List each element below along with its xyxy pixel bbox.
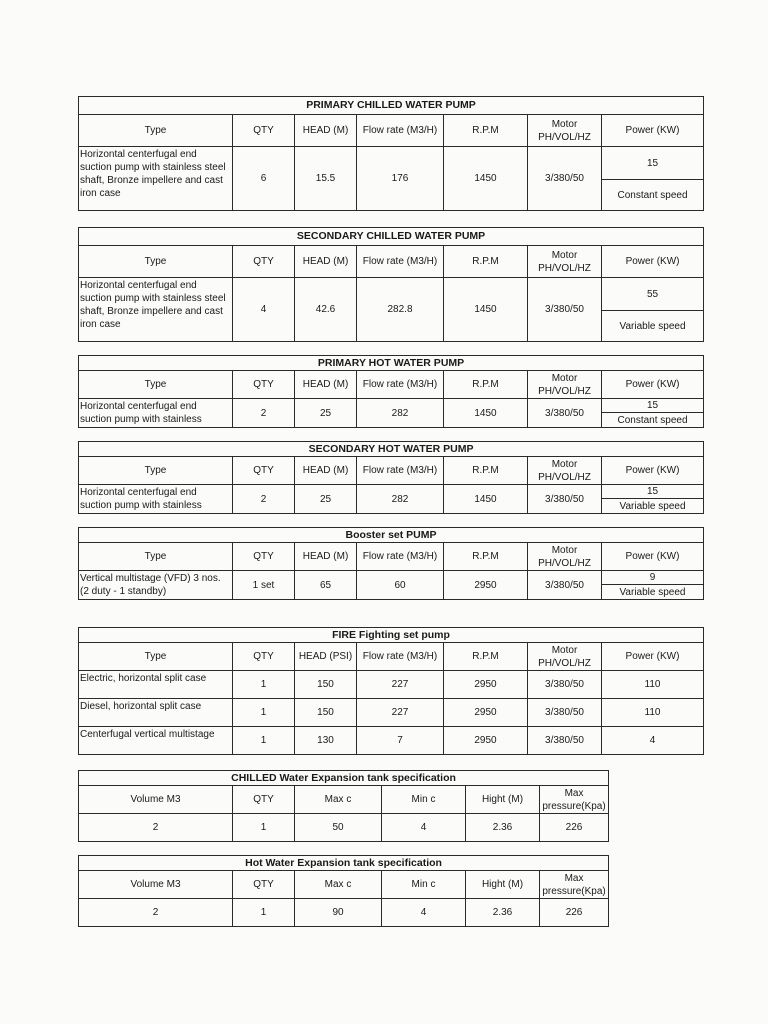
rpm-value: 2950	[444, 727, 528, 755]
header-max-c: Max c	[295, 871, 382, 899]
header-power: Power (KW)	[602, 371, 704, 399]
type-value: Centerfugal vertical multistage	[79, 727, 233, 755]
secondary-chilled-water-pump-table	[78, 227, 704, 342]
volume-value: 2	[79, 899, 233, 927]
hight-value: 2.36	[466, 814, 540, 842]
head-value: 25	[295, 399, 357, 428]
type-value: Electric, horizontal split case	[79, 671, 233, 699]
power-cell	[602, 147, 704, 211]
flow-value: 60	[357, 571, 444, 600]
power-value: 9	[602, 571, 703, 585]
qty-value: 2	[233, 485, 295, 514]
max-pressure-value: 226	[540, 814, 609, 842]
header-type: Type	[79, 457, 233, 485]
header-qty: QTY	[233, 786, 295, 814]
header-hight: Hight (M)	[466, 871, 540, 899]
header-hight: Hight (M)	[466, 786, 540, 814]
header-head: HEAD (PSI)	[295, 643, 357, 671]
motor-value: 3/380/50	[528, 699, 602, 727]
header-max-pressure: Max pressure(Kpa)	[540, 871, 609, 899]
rpm-value: 1450	[444, 278, 528, 342]
table-row	[79, 727, 704, 755]
header-rpm: R.P.M	[444, 457, 528, 485]
header-flow: Flow rate (M3/H)	[357, 371, 444, 399]
header-qty: QTY	[233, 871, 295, 899]
motor-value: 3/380/50	[528, 399, 602, 428]
type-value: Horizontal centerfugal end suction pump with stainless steel shaft, Bronze impellere and cast iron case	[79, 278, 233, 342]
power-value: 15	[602, 399, 703, 413]
header-qty: QTY	[233, 457, 295, 485]
header-head: HEAD (M)	[295, 543, 357, 571]
header-qty: QTY	[233, 643, 295, 671]
header-max-c: Max c	[295, 786, 382, 814]
qty-value: 1 set	[233, 571, 295, 600]
header-motor: Motor PH/VOL/HZ	[528, 643, 602, 671]
motor-value: 3/380/50	[528, 571, 602, 600]
header-qty: QTY	[233, 115, 295, 147]
speed-value: Constant speed	[617, 414, 688, 426]
motor-value: 3/380/50	[528, 671, 602, 699]
min-c-value: 4	[382, 899, 466, 927]
header-rpm: R.P.M	[444, 115, 528, 147]
power-cell	[602, 278, 704, 342]
head-value: 150	[295, 671, 357, 699]
motor-value: 3/380/50	[528, 727, 602, 755]
table-row	[79, 671, 704, 699]
header-flow: Flow rate (M3/H)	[357, 246, 444, 278]
power-value: 4	[602, 727, 704, 755]
head-value: 150	[295, 699, 357, 727]
primary-hot-water-pump-table	[78, 355, 704, 428]
header-motor: Motor PH/VOL/HZ	[528, 371, 602, 399]
head-value: 25	[295, 485, 357, 514]
table-title: FIRE Fighting set pump	[79, 628, 704, 643]
header-flow: Flow rate (M3/H)	[357, 543, 444, 571]
rpm-value: 1450	[444, 147, 528, 211]
flow-value: 7	[357, 727, 444, 755]
min-c-value: 4	[382, 814, 466, 842]
chilled-water-expansion-tank-table	[78, 770, 609, 842]
qty-value: 1	[233, 899, 295, 927]
rpm-value: 2950	[444, 671, 528, 699]
table-title: SECONDARY CHILLED WATER PUMP	[79, 228, 704, 246]
rpm-value: 2950	[444, 699, 528, 727]
rpm-value: 1450	[444, 399, 528, 428]
qty-value: 6	[233, 147, 295, 211]
type-value: Diesel, horizontal split case	[79, 699, 233, 727]
header-power: Power (KW)	[602, 543, 704, 571]
header-qty: QTY	[233, 246, 295, 278]
header-power: Power (KW)	[602, 457, 704, 485]
speed-value: Variable speed	[619, 500, 686, 512]
header-type: Type	[79, 371, 233, 399]
table-row	[79, 699, 704, 727]
type-value: Vertical multistage (VFD) 3 nos. (2 duty - 1 standby)	[79, 571, 233, 600]
hot-water-expansion-tank-table	[78, 855, 609, 927]
table-title: PRIMARY HOT WATER PUMP	[79, 356, 704, 371]
header-flow: Flow rate (M3/H)	[357, 115, 444, 147]
qty-value: 1	[233, 814, 295, 842]
header-power: Power (KW)	[602, 115, 704, 147]
header-head: HEAD (M)	[295, 371, 357, 399]
speed-value: Constant speed	[617, 189, 688, 201]
header-volume: Volume M3	[79, 786, 233, 814]
header-volume: Volume M3	[79, 871, 233, 899]
header-qty: QTY	[233, 543, 295, 571]
power-cell	[602, 571, 704, 600]
power-value: 15	[602, 147, 703, 180]
header-rpm: R.P.M	[444, 246, 528, 278]
header-type: Type	[79, 115, 233, 147]
booster-set-pump-table	[78, 527, 704, 600]
qty-value: 1	[233, 671, 295, 699]
header-max-pressure: Max pressure(Kpa)	[540, 786, 609, 814]
header-motor: Motor PH/VOL/HZ	[528, 115, 602, 147]
power-cell	[602, 485, 704, 514]
table-title: Booster set PUMP	[79, 528, 704, 543]
qty-value: 2	[233, 399, 295, 428]
header-motor: Motor PH/VOL/HZ	[528, 457, 602, 485]
flow-value: 176	[357, 147, 444, 211]
header-motor: Motor PH/VOL/HZ	[528, 246, 602, 278]
max-c-value: 90	[295, 899, 382, 927]
type-value: Horizontal centerfugal end suction pump with stainless steel shaft, Bronze impellere and cast iron case	[79, 147, 233, 211]
header-type: Type	[79, 643, 233, 671]
max-pressure-value: 226	[540, 899, 609, 927]
header-type: Type	[79, 543, 233, 571]
header-motor: Motor PH/VOL/HZ	[528, 543, 602, 571]
header-rpm: R.P.M	[444, 543, 528, 571]
flow-value: 282	[357, 399, 444, 428]
rpm-value: 2950	[444, 571, 528, 600]
header-power: Power (KW)	[602, 246, 704, 278]
header-rpm: R.P.M	[444, 371, 528, 399]
head-value: 42.6	[295, 278, 357, 342]
flow-value: 227	[357, 699, 444, 727]
head-value: 15.5	[295, 147, 357, 211]
header-flow: Flow rate (M3/H)	[357, 643, 444, 671]
flow-value: 282	[357, 485, 444, 514]
head-value: 130	[295, 727, 357, 755]
power-value: 55	[602, 278, 703, 311]
flow-value: 282.8	[357, 278, 444, 342]
motor-value: 3/380/50	[528, 147, 602, 211]
header-power: Power (KW)	[602, 643, 704, 671]
table-title: SECONDARY HOT WATER PUMP	[79, 442, 704, 457]
qty-value: 1	[233, 727, 295, 755]
header-rpm: R.P.M	[444, 643, 528, 671]
max-c-value: 50	[295, 814, 382, 842]
table-title: PRIMARY CHILLED WATER PUMP	[79, 97, 704, 115]
volume-value: 2	[79, 814, 233, 842]
primary-chilled-water-pump-table	[78, 96, 704, 211]
header-min-c: Min c	[382, 786, 466, 814]
header-head: HEAD (M)	[295, 457, 357, 485]
hight-value: 2.36	[466, 899, 540, 927]
power-value: 15	[602, 485, 703, 499]
motor-value: 3/380/50	[528, 485, 602, 514]
flow-value: 227	[357, 671, 444, 699]
type-value: Horizontal centerfugal end suction pump with stainless	[79, 485, 233, 514]
fire-fighting-set-pump-table	[78, 627, 704, 755]
table-title: Hot Water Expansion tank specification	[79, 856, 609, 871]
secondary-hot-water-pump-table	[78, 441, 704, 514]
rpm-value: 1450	[444, 485, 528, 514]
header-min-c: Min c	[382, 871, 466, 899]
motor-value: 3/380/50	[528, 278, 602, 342]
speed-value: Variable speed	[619, 320, 686, 332]
header-qty: QTY	[233, 371, 295, 399]
power-value: 110	[602, 671, 704, 699]
qty-value: 1	[233, 699, 295, 727]
table-title: CHILLED Water Expansion tank specification	[79, 771, 609, 786]
header-flow: Flow rate (M3/H)	[357, 457, 444, 485]
header-head: HEAD (M)	[295, 246, 357, 278]
type-value: Horizontal centerfugal end suction pump with stainless	[79, 399, 233, 428]
qty-value: 4	[233, 278, 295, 342]
speed-value: Variable speed	[619, 586, 686, 598]
head-value: 65	[295, 571, 357, 600]
power-cell	[602, 399, 704, 428]
header-type: Type	[79, 246, 233, 278]
power-value: 110	[602, 699, 704, 727]
header-head: HEAD (M)	[295, 115, 357, 147]
